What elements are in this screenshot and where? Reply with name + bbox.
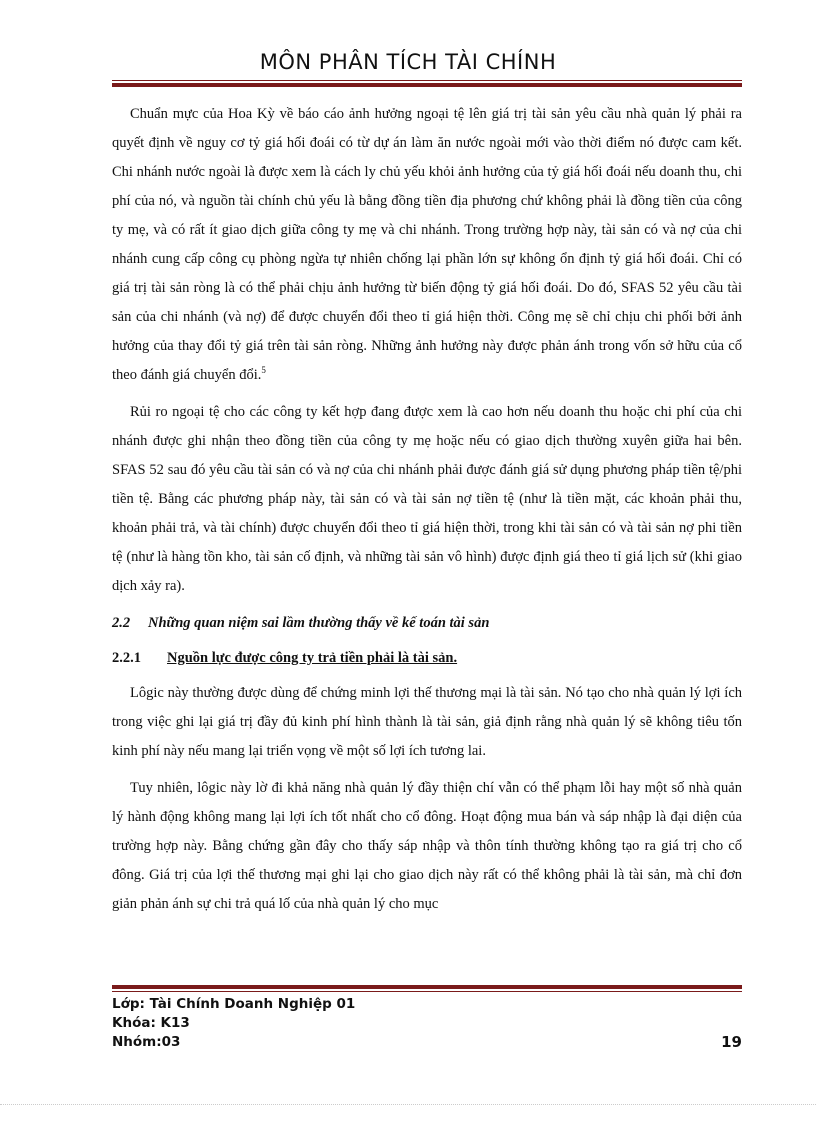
subsection-title: Nguồn lực được công ty trả tiền phải là tài sản. [167,650,458,666]
paragraph-3: Lôgic này thường được dùng để chứng minh lợi thế thương mại là tài sản. Nó tạo cho nhà quản lý lợi ích trong việc ghi lại giá trị đầy đủ kinh phí hình thành là tài sản, giả định rằng nhà quản lý sẽ không tiêu tốn kinh phí này nếu mang lại triển vọng về một số lợi ích tương lai. [112,685,742,759]
footer-course: Khóa: K13 [112,1015,190,1031]
header-rule [112,80,742,87]
subsection-number: 2.2.1 [112,650,141,666]
footnote-ref[interactable]: 5 [261,365,266,376]
paragraph-2: Rủi ro ngoại tệ cho các công ty kết hợp đang được xem là cao hơn nếu doanh thu hoặc chi phí của chi nhánh được ghi nhận theo đồng tiền của công ty mẹ hoặc nếu có giao dịch thường xuyên giữa hai bên. SFAS 52 sau đó yêu cầu tài sản có và nợ của chi nhánh phải được đánh giá sử dụng phương pháp tiền tệ/phi tiền tệ. Bằng các phương pháp này, tài sản có và tài sản nợ tiền tệ (như là tiền mặt, các khoản phải thu, khoản phải trả, và tài chính) được chuyển đổi theo tỉ giá hiện thời, trong khi tài sản có và tài sản nợ phi tiền tệ (như là hàng tồn kho, tài sản cố định, và những tài sản vô hình) được định giá theo tỉ giá lịch sử (khi giao dịch xảy ra). [112,404,742,594]
paragraph-1-text: Chuẩn mực của Hoa Kỳ về báo cáo ảnh hưởng ngoại tệ lên giá trị tài sản yêu cầu nhà quản lý phải ra quyết định về nguy cơ tỷ giá hối đoái có từ dự án làm ăn nước ngoài mới vào thời điểm nó được cam kết. Chi nhánh nước ngoài là được xem là cách ly chủ yếu khỏi ảnh hưởng của tỷ giá hối đoái nếu doanh thu, chi phí của nó, và nguồn tài chính chủ yếu là bằng đồng tiền địa phương chứ không phải là đồng tiền của công ty mẹ, và có rất ít giao dịch giữa công ty mẹ và chi nhánh. Trong trường hợp này, tài sản có và nợ của chi nhánh cung cấp công cụ phòng ngừa tự nhiên chống lại phần lớn sự không ổn định tỷ giá hối đoái. Chỉ có giá trị tài sản ròng là có thể phải chịu ảnh hưởng từ biến động tỷ giá hối đoái. Do đó, SFAS 52 yêu cầu tài sản của chi nhánh (và nợ) để được chuyển đổi theo tỉ giá hiện thời. Công mẹ sẽ chỉ chịu chi phối bởi ảnh hưởng của thay đổi tỷ giá trên tài sản ròng. Những ảnh hưởng này được phản ánh trong vốn sở hữu của cổ theo đánh giá chuyển đổi. [112,106,742,383]
section-title: Những quan niệm sai lầm thường thấy về kế toán tài sản [148,615,490,631]
section-number: 2.2 [112,615,131,631]
page-header-title: MÔN PHÂN TÍCH TÀI CHÍNH [259,50,557,74]
section-heading-2-2 [112,609,742,638]
section-heading-2-2-1 [112,644,742,673]
footer-rule [112,985,742,992]
footer-group: Nhóm:03 [112,1034,181,1050]
page-body [112,100,742,927]
footer-class: Lớp: Tài Chính Doanh Nghiệp 01 [112,996,356,1012]
page-footer [112,995,742,1052]
paragraph-4: Tuy nhiên, lôgic này lờ đi khả năng nhà quản lý đầy thiện chí vẫn có thể phạm lỗi hay một số nhà quản lý hành động không mang lại lợi ích tốt nhất cho cổ đông. Hoạt động mua bán và sáp nhập là đại diện của trường hợp này. Bằng chứng gần đây cho thấy sáp nhập và thôn tính thường không tạo ra giá trị cho cổ đông. Giá trị của lợi thế thương mại ghi lại cho giao dịch này rất có thể không phải là tài sản, mà chỉ đơn giản phản ánh sự chi trả quá lố của nhà quản lý cho mục [112,780,742,912]
page-number: 19 [721,1033,742,1051]
page-edge-divider [0,1104,816,1105]
paragraph-1 [112,100,742,390]
